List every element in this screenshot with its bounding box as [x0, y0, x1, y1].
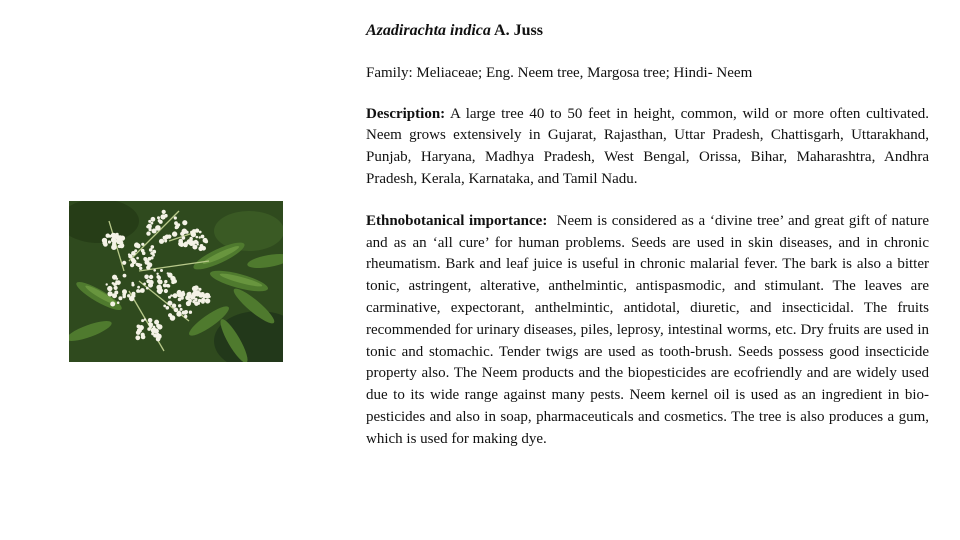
flower-bud [145, 260, 150, 265]
flower-bud [140, 327, 143, 330]
flower-bud [106, 234, 110, 238]
flower-bud [167, 285, 169, 287]
flower-bud [184, 315, 187, 318]
flower-bud [141, 319, 144, 322]
flower-bud [147, 327, 151, 331]
flower-bud [112, 293, 117, 298]
flower-bud [163, 305, 166, 308]
flower-bud [123, 274, 127, 278]
flower-bud [166, 306, 170, 310]
flower-bud [157, 276, 161, 280]
flower-bud [162, 210, 166, 214]
flower-bud [165, 235, 170, 240]
flower-bud [146, 231, 150, 235]
flower-bud [111, 244, 117, 250]
flower-bud [178, 311, 181, 314]
flower-bud [201, 235, 205, 239]
flower-bud [136, 263, 139, 266]
flower-bud [201, 300, 205, 304]
flower-bud [114, 233, 117, 236]
flower-bud [148, 283, 153, 288]
flower-bud [131, 283, 134, 286]
flower-bud [153, 269, 156, 272]
neem-flower-photo [69, 201, 283, 362]
ethnobotanical-paragraph [366, 211, 933, 451]
flower-bud [151, 245, 155, 249]
flower-bud [146, 287, 149, 290]
scientific-name: Azadirachta indica [366, 22, 491, 39]
flower-bud [178, 298, 182, 302]
flower-bud [108, 291, 113, 296]
flower-bud [118, 235, 123, 240]
flower-bud [197, 302, 200, 305]
flower-bud [177, 290, 182, 295]
neem-flower-illustration [69, 201, 283, 362]
flower-bud [178, 304, 181, 307]
flower-bud [164, 240, 167, 243]
flower-bud [173, 279, 177, 283]
flower-bud [203, 238, 208, 243]
flower-bud [146, 279, 150, 283]
flower-bud [175, 224, 179, 228]
flower-bud [168, 313, 172, 317]
flower-bud [127, 294, 130, 297]
text-column [366, 20, 933, 451]
flower-bud [151, 217, 156, 222]
description-text: A large tree 40 to 50 feet in height, common, wild or more often cultivated. Neem grows extensively in Gujarat, Rajasthan, Uttar Pradesh, Chattisgarh, Uttarakhand, Punjab, Haryana, Madhya Pradesh, West Bengal, Orissa, Bihar, Maharashtra, Andhra Pradesh, Kerala, Karnataka, and Tamil Nadu. [366, 105, 929, 187]
flower-bud [206, 300, 209, 303]
flower-bud [142, 252, 146, 256]
flower-bud [153, 327, 156, 330]
flower-bud [187, 292, 191, 296]
flower-bud [196, 236, 199, 239]
flower-bud [139, 267, 142, 270]
flower-bud [151, 222, 154, 225]
flower-bud [141, 335, 146, 340]
flower-bud [167, 301, 172, 306]
flower-bud [136, 244, 140, 248]
flower-bud [174, 308, 179, 313]
flower-bud [130, 263, 134, 267]
flower-bud [148, 318, 153, 323]
flower-bud [117, 301, 120, 304]
flower-bud [160, 269, 163, 272]
flower-bud [122, 289, 127, 294]
flower-bud [116, 280, 121, 285]
flower-bud [172, 231, 177, 236]
flower-bud [140, 264, 143, 267]
flower-bud [156, 333, 159, 336]
author-citation: A. Juss [490, 22, 543, 39]
flower-bud [146, 265, 150, 269]
flower-bud [159, 288, 163, 292]
flower-bud [182, 236, 186, 240]
flower-bud [114, 286, 118, 290]
flower-bud [174, 216, 177, 219]
description-paragraph [366, 104, 929, 191]
flower-bud [131, 251, 136, 256]
flower-bud [164, 289, 168, 293]
species-title [366, 20, 929, 42]
flower-bud [188, 239, 194, 245]
flower-bud [205, 293, 211, 299]
flower-bud [192, 286, 197, 291]
flower-bud [141, 243, 144, 246]
flower-bud [198, 288, 201, 291]
flower-bud [194, 298, 197, 301]
flower-bud [106, 283, 108, 285]
flower-bud [135, 335, 140, 340]
flower-bud [103, 242, 107, 246]
flower-bud [180, 308, 183, 311]
flower-bud [189, 311, 192, 314]
flower-bud [123, 295, 126, 298]
flower-bud [199, 231, 202, 234]
flower-bud [108, 240, 111, 243]
flower-bud [158, 219, 161, 222]
flower-bud [143, 283, 146, 286]
flower-bud [111, 237, 116, 242]
ethnobotanical-heading: Ethnobotanical importance: [366, 212, 548, 229]
flower-bud [149, 275, 153, 279]
flower-bud [157, 216, 160, 219]
flower-bud [164, 280, 167, 283]
flower-bud [182, 311, 186, 315]
flower-bud [168, 296, 171, 299]
flower-bud [151, 252, 154, 255]
flower-bud [163, 283, 167, 287]
flower-bud [182, 220, 187, 225]
flower-bud [158, 335, 161, 338]
flower-bud [181, 233, 184, 236]
flower-bud [110, 302, 115, 307]
flower-bud [173, 305, 176, 308]
flower-bud [187, 296, 190, 299]
flower-bud [107, 286, 112, 291]
flower-bud [137, 286, 140, 289]
flower-bud [140, 288, 145, 293]
flower-bud [144, 275, 149, 280]
flower-bud [118, 245, 122, 249]
flower-bud [147, 224, 152, 229]
flower-bud [198, 299, 202, 303]
flower-bud [159, 239, 164, 244]
flower-bud [118, 296, 122, 300]
flower-bud [148, 322, 151, 325]
flower-bud [179, 242, 184, 247]
flower-bud [131, 296, 134, 299]
flower-bud [150, 256, 153, 259]
flower-bud [185, 231, 188, 234]
description-heading: Description: [366, 105, 446, 122]
flower-bud [167, 272, 169, 274]
flower-bud [112, 282, 115, 285]
flower-bud [160, 214, 165, 219]
flower-bud [191, 295, 194, 298]
flower-bud [156, 273, 158, 275]
flower-bud [149, 228, 152, 231]
flower-bud [155, 225, 161, 231]
flower-bud [157, 324, 162, 329]
flower-bud [200, 292, 205, 297]
flower-bud [192, 229, 196, 233]
flower-bud [201, 246, 206, 251]
flower-bud [172, 295, 175, 298]
family-line: Family: Meliaceae; Eng. Neem tree, Margosa tree; Hindi- Neem [366, 64, 753, 81]
flower-bud [122, 261, 126, 265]
flower-bud [160, 280, 162, 282]
flower-bud [196, 241, 199, 244]
ethnobotanical-text: Neem is considered as a ‘divine tree’ and great gift of nature and as an ‘all cure’ for human problems. Seeds are used in skin diseases, and in chronic rheumatism. Bark and leaf juice is useful in chronic malarial fever. The bark is also a bitter tonic, astringent, alterative, anthelmintic, antispasmodic, and stimulant. The leaves are carminative, expectorant, anthelmintic, antidotal, diuretic, and insecticidal. The fruits recommended for urinary diseases, piles, leprosy, intestinal worms, etc. Dry fruits are used in tonic and stomachic. Tender twigs are used as tooth-brush. Seeds possess good insecticide property also. The Neem products and the biopesticides are ecofriendly and are widely used due to its wide range against many pests. Neem kernel oil is used as an ingredient in bio-pesticides and also in soap, pharmaceuticals and cosmetics. The tree is also produces a gum, which is used for making dye. [366, 212, 933, 447]
flower-bud [199, 236, 201, 238]
flower-bud [136, 257, 139, 260]
flower-bud [195, 291, 200, 296]
flower-bud [116, 278, 118, 280]
